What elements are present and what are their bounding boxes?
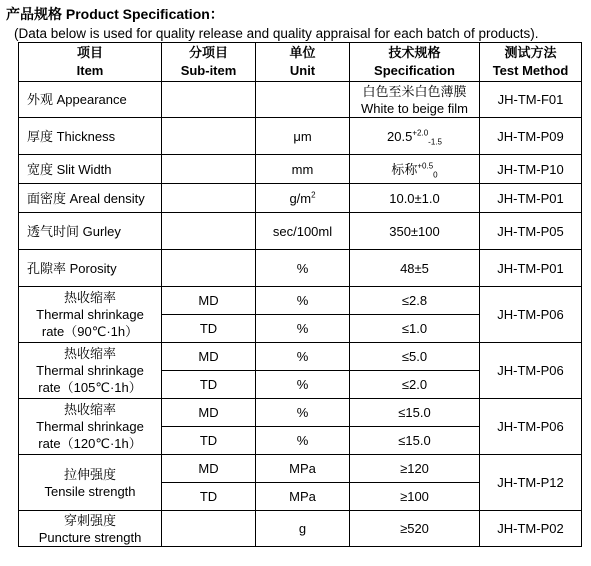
spec-cell: ≤2.8 — [350, 287, 480, 315]
item-cell: 热收缩率 Thermal shrinkage rate（120℃·1h） — [19, 399, 162, 455]
unit-cell: MPa — [256, 483, 350, 511]
table-row-areal-density — [19, 184, 582, 213]
sub-item-cell: MD — [162, 287, 256, 315]
item-cell: 透气时间 Gurley — [19, 213, 162, 250]
item-cell: 面密度 Areal density — [19, 184, 162, 213]
spec-cell: $20.5^{+2.0}_{-1.5}$ — [350, 118, 480, 155]
sub-item-cell: TD — [162, 483, 256, 511]
method-cell: JH-TM-P06 — [480, 287, 582, 343]
table-row-shrink-105-md — [19, 343, 582, 371]
table-row-shrink-120-md — [19, 399, 582, 427]
page-title: 产品规格 Product Specification： — [6, 6, 224, 22]
unit-cell: $g/m^2$ — [256, 184, 350, 213]
item-cell: 厚度 Thickness — [19, 118, 162, 155]
spec-cell: 10.0±1.0 — [350, 184, 480, 213]
unit-cell: % — [256, 315, 350, 343]
method-cell: JH-TM-P09 — [480, 118, 582, 155]
spec-cell: ≤15.0 — [350, 427, 480, 455]
item-cell: 拉伸强度 Tensile strength — [19, 455, 162, 511]
method-cell: JH-TM-P06 — [480, 343, 582, 399]
sub-item-cell — [162, 118, 256, 155]
unit-cell: % — [256, 287, 350, 315]
unit-cell: sec/100ml — [256, 213, 350, 250]
sub-item-cell: MD — [162, 399, 256, 427]
unit-cell: % — [256, 371, 350, 399]
item-cell: 热收缩率 Thermal shrinkage rate（90℃·1h） — [19, 287, 162, 343]
header-test-method: 测试方法 Test Method — [480, 43, 582, 82]
method-cell: JH-TM-P02 — [480, 511, 582, 547]
table-row-shrink-90-md — [19, 287, 582, 315]
method-cell: JH-TM-P06 — [480, 399, 582, 455]
sub-item-cell: TD — [162, 371, 256, 399]
unit-cell: % — [256, 427, 350, 455]
unit-cell: g — [256, 511, 350, 547]
sub-item-cell — [162, 250, 256, 287]
sub-item-cell — [162, 82, 256, 118]
spec-note: (Data below is used for quality release and quality appraisal for each batch of products). — [14, 26, 539, 41]
unit-cell: MPa — [256, 455, 350, 483]
header-sub-item: 分项目 Sub-item — [162, 43, 256, 82]
spec-cell: 48±5 — [350, 250, 480, 287]
item-cell: 穿刺强度 Puncture strength — [19, 511, 162, 547]
method-cell: JH-TM-F01 — [480, 82, 582, 118]
sub-item-cell — [162, 155, 256, 184]
unit-cell — [256, 82, 350, 118]
item-cell: 外观 Appearance — [19, 82, 162, 118]
unit-cell: % — [256, 250, 350, 287]
spec-cell: 350±100 — [350, 213, 480, 250]
header-unit: 单位 Unit — [256, 43, 350, 82]
header-specification: 技术规格 Specification — [350, 43, 480, 82]
spec-table — [18, 42, 582, 547]
spec-cell: ≤2.0 — [350, 371, 480, 399]
sub-item-cell — [162, 184, 256, 213]
sub-item-cell — [162, 213, 256, 250]
spec-cell: ≤15.0 — [350, 399, 480, 427]
table-row-porosity — [19, 250, 582, 287]
table-row-gurley — [19, 213, 582, 250]
table-row-appearance — [19, 82, 582, 118]
sub-item-cell: TD — [162, 315, 256, 343]
sub-item-cell: MD — [162, 343, 256, 371]
sub-item-cell — [162, 511, 256, 547]
spec-cell: ≥100 — [350, 483, 480, 511]
spec-cell: 白色至米白色薄膜 White to beige film — [350, 82, 480, 118]
header-item: 项目 Item — [19, 43, 162, 82]
spec-cell: ≥120 — [350, 455, 480, 483]
table-row-puncture — [19, 511, 582, 547]
method-cell: JH-TM-P01 — [480, 250, 582, 287]
table-row-slit-width — [19, 155, 582, 184]
spec-cell: ≤5.0 — [350, 343, 480, 371]
method-cell: JH-TM-P10 — [480, 155, 582, 184]
spec-cell: 标称$^{+0.5}_0$ — [350, 155, 480, 184]
table-row-tensile-md — [19, 455, 582, 483]
sub-item-cell: MD — [162, 455, 256, 483]
spec-cell: ≤1.0 — [350, 315, 480, 343]
method-cell: JH-TM-P12 — [480, 455, 582, 511]
table-row-thickness — [19, 118, 582, 155]
unit-cell: μm — [256, 118, 350, 155]
unit-cell: % — [256, 343, 350, 371]
item-cell: 宽度 Slit Width — [19, 155, 162, 184]
item-cell: 热收缩率 Thermal shrinkage rate（105℃·1h） — [19, 343, 162, 399]
spec-cell: ≥520 — [350, 511, 480, 547]
method-cell: JH-TM-P01 — [480, 184, 582, 213]
table-header-row — [19, 43, 582, 82]
method-cell: JH-TM-P05 — [480, 213, 582, 250]
sub-item-cell: TD — [162, 427, 256, 455]
unit-cell: mm — [256, 155, 350, 184]
item-cell: 孔隙率 Porosity — [19, 250, 162, 287]
unit-cell: % — [256, 399, 350, 427]
